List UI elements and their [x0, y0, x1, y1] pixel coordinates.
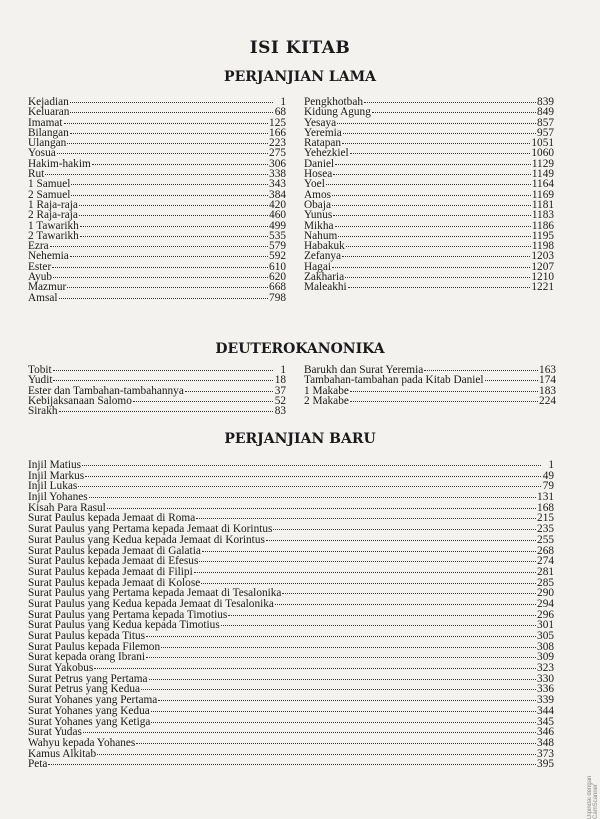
toc-entry	[28, 365, 286, 375]
entry-page-number: 592	[269, 250, 286, 263]
dot-leader	[146, 657, 536, 658]
dot-leader	[282, 593, 536, 594]
toc-entry	[28, 481, 554, 492]
dot-leader	[350, 401, 538, 402]
entry-title: 1 Samuel	[28, 178, 71, 191]
entry-page-number: 857	[537, 116, 554, 129]
entry-title: Surat Paulus yang Kedua kepada Jemaat di Tesalonika	[28, 597, 274, 610]
dot-leader	[199, 561, 536, 562]
entry-title: Mazmur	[28, 281, 67, 294]
entry-title: Injil Yohanes	[28, 491, 88, 504]
entry-page-number: 330	[537, 672, 554, 685]
entry-page-number: 348	[537, 736, 554, 749]
dot-leader	[332, 205, 531, 206]
toc-entry	[304, 241, 554, 251]
dot-leader	[59, 298, 269, 299]
entry-title: Bilangan	[28, 126, 69, 139]
entry-page-number: 1	[548, 459, 554, 471]
dot-leader	[83, 732, 536, 733]
entry-page-number: 339	[537, 694, 554, 707]
dot-leader	[70, 102, 273, 103]
entry-title: Keluaran	[28, 106, 70, 119]
entry-title: Surat Paulus kepada Jemaat di Kolose	[28, 576, 201, 589]
entry-title: Zakharia	[304, 271, 345, 284]
entry-title: Injil Lukas	[28, 480, 78, 493]
entry-page-number: 1203	[531, 250, 554, 263]
toc-entry	[28, 759, 554, 770]
dot-leader	[196, 518, 536, 519]
dot-leader	[67, 143, 268, 144]
dot-leader	[53, 370, 273, 371]
entry-title: Amos	[304, 188, 331, 201]
entry-title: Wahyu kepada Yohanes	[28, 736, 136, 749]
entry-page-number: 290	[537, 587, 554, 600]
entry-title: Yoel	[304, 178, 325, 191]
entry-title: Surat Yohanes yang Kedua	[28, 704, 150, 717]
entry-page-number: 1195	[531, 229, 554, 242]
entry-title: Ulangan	[28, 137, 67, 150]
dot-leader	[53, 277, 268, 278]
entry-page-number: 168	[537, 501, 554, 514]
toc-entry	[28, 706, 554, 717]
dot-leader	[333, 174, 531, 175]
toc-entry	[28, 567, 554, 578]
entry-title: Surat Paulus kepada Filemon	[28, 640, 161, 653]
dot-leader	[71, 195, 268, 196]
toc-entry	[304, 396, 556, 406]
entry-page-number: 275	[269, 147, 286, 160]
entry-page-number: 52	[274, 394, 286, 407]
dot-leader	[64, 123, 269, 124]
entry-page-number: 344	[537, 704, 554, 717]
entry-page-number: 345	[537, 715, 554, 728]
entry-title: Zefanya	[304, 250, 342, 263]
entry-title: Yehezkiel	[304, 147, 349, 160]
entry-page-number: 579	[269, 240, 286, 253]
entry-title: Kamus Alkitab	[28, 747, 97, 760]
entry-page-number: 215	[537, 512, 554, 525]
dc-right-list	[304, 365, 556, 406]
entry-title: Yunus	[304, 209, 333, 222]
dot-leader	[202, 551, 536, 552]
toc-entry	[304, 251, 554, 261]
entry-page-number: 1164	[531, 178, 554, 191]
toc-entry	[304, 169, 554, 179]
entry-page-number: 268	[537, 544, 554, 557]
entry-title: Injil Matius	[28, 459, 82, 471]
entry-page-number: 49	[542, 469, 554, 482]
toc-entry	[28, 138, 286, 148]
toc-entry	[28, 282, 286, 292]
entry-title: Mikha	[304, 219, 334, 232]
toc-entry	[304, 190, 554, 200]
dot-leader	[346, 246, 531, 247]
dot-leader	[53, 380, 273, 381]
dot-leader	[85, 476, 541, 477]
toc-entry	[304, 210, 554, 220]
entry-page-number: 338	[269, 168, 286, 181]
dot-leader	[326, 184, 531, 185]
entry-title: Surat Petrus yang Kedua	[28, 683, 141, 696]
dot-leader	[275, 604, 536, 605]
toc-entry	[28, 272, 286, 282]
entry-page-number: 309	[537, 651, 554, 664]
toc-entry	[28, 128, 286, 138]
entry-title: Surat kepada orang Ibrani	[28, 651, 146, 664]
dot-leader	[50, 246, 268, 247]
entry-page-number: 1186	[531, 219, 554, 232]
toc-entry	[28, 396, 286, 406]
entry-title: Tambahan-tambahan pada Kitab Daniel	[304, 374, 484, 387]
dot-leader	[342, 143, 530, 144]
page-title: ISI KITAB	[249, 38, 351, 58]
entry-page-number: 535	[269, 229, 286, 242]
toc-entry	[28, 406, 286, 416]
dot-leader	[80, 226, 268, 227]
dot-leader	[333, 215, 531, 216]
entry-title: Injil Markus	[28, 469, 85, 482]
entry-title: Nehemia	[28, 250, 69, 263]
dot-leader	[141, 689, 536, 690]
dot-leader	[79, 215, 268, 216]
toc-entry	[28, 535, 554, 546]
dot-leader	[338, 236, 531, 237]
toc-entry	[28, 471, 554, 482]
entry-page-number: 1	[280, 364, 286, 376]
entry-title: Surat Paulus yang Kedua kepada Timotius	[28, 619, 220, 632]
entry-page-number: 274	[537, 555, 554, 568]
dot-leader	[350, 153, 531, 154]
toc-entry	[304, 148, 554, 158]
entry-page-number: 1051	[531, 137, 554, 150]
nt-list	[28, 460, 554, 770]
toc-entry	[304, 128, 554, 138]
dot-leader	[335, 226, 531, 227]
dot-leader	[146, 636, 536, 637]
toc-entry	[28, 231, 286, 241]
entry-page-number: 346	[537, 726, 554, 739]
entry-title: Surat Paulus kepada Jemaat di Efesus	[28, 555, 199, 568]
dot-leader	[151, 722, 536, 723]
entry-title: Surat Paulus kepada Jemaat di Galatia	[28, 544, 201, 557]
dot-leader	[107, 508, 536, 509]
entry-title: 2 Raja-raja	[28, 209, 78, 222]
entry-page-number: 620	[269, 271, 286, 284]
entry-page-number: 1221	[531, 281, 554, 294]
dot-leader	[79, 205, 268, 206]
entry-page-number: 131	[537, 491, 554, 504]
entry-page-number: 610	[269, 260, 286, 273]
entry-title: Sirakh	[28, 405, 58, 418]
dot-leader	[82, 465, 541, 466]
dot-leader	[149, 679, 537, 680]
entry-page-number: 79	[542, 480, 554, 493]
dot-leader	[158, 700, 536, 701]
dot-leader	[151, 711, 536, 712]
entry-page-number: 798	[269, 291, 286, 304]
dot-leader	[89, 497, 536, 498]
entry-title: Surat Paulus yang Pertama kepada Jemaat di Korintus	[28, 523, 273, 536]
entry-page-number: 166	[269, 126, 286, 139]
entry-title: Hagai	[304, 260, 331, 273]
toc-entry	[304, 179, 554, 189]
heading-perjanjian-lama: PERJANJIAN LAMA	[224, 69, 376, 85]
entry-title: Nahum	[304, 229, 338, 242]
dot-leader	[364, 102, 536, 103]
entry-title: 2 Samuel	[28, 188, 71, 201]
entry-page-number: 18	[274, 374, 286, 387]
toc-entry	[28, 251, 286, 261]
entry-page-number: 343	[269, 178, 286, 191]
entry-title: Kejadian	[28, 96, 69, 108]
entry-title: Surat Paulus kepada Titus	[28, 630, 146, 642]
entry-page-number: 1169	[531, 188, 554, 201]
entry-page-number: 323	[537, 662, 554, 675]
toc-entry	[304, 159, 554, 169]
dot-leader	[97, 754, 536, 755]
dot-leader	[342, 256, 530, 257]
entry-title: 2 Makabe	[304, 394, 349, 407]
entry-page-number: 1149	[531, 168, 554, 181]
dot-leader	[228, 615, 536, 616]
entry-page-number: 373	[537, 747, 554, 760]
toc-entry	[28, 738, 554, 749]
entry-title: Habakuk	[304, 240, 345, 253]
toc-entry	[28, 652, 554, 663]
dot-leader	[221, 625, 536, 626]
dot-leader	[71, 184, 268, 185]
toc-entry	[28, 262, 286, 272]
toc-entry	[304, 221, 554, 231]
entry-page-number: 1207	[531, 260, 554, 273]
toc-entry	[304, 282, 554, 292]
dot-leader	[335, 164, 531, 165]
toc-entry	[28, 293, 286, 303]
entry-page-number: 255	[537, 533, 554, 546]
entry-title: Imamat	[28, 116, 63, 129]
entry-title: Hosea	[304, 168, 333, 181]
dot-leader	[424, 370, 538, 371]
dot-leader	[345, 277, 530, 278]
dot-leader	[332, 267, 530, 268]
entry-page-number: 336	[537, 683, 554, 696]
toc-entry	[28, 107, 286, 117]
entry-title: Yeremia	[304, 126, 342, 139]
entry-title: Rut	[28, 168, 45, 181]
entry-page-number: 235	[537, 523, 554, 536]
dot-leader	[94, 668, 536, 669]
toc-entry	[28, 460, 554, 471]
entry-title: Peta	[28, 758, 48, 771]
entry-page-number: 499	[269, 219, 286, 232]
entry-page-number: 224	[539, 394, 556, 407]
dot-leader	[57, 153, 268, 154]
entry-title: 1 Raja-raja	[28, 198, 78, 211]
dot-leader	[78, 486, 541, 487]
dot-leader	[348, 287, 531, 288]
entry-page-number: 183	[539, 384, 556, 397]
dot-leader	[133, 401, 273, 402]
dot-leader	[266, 540, 536, 541]
entry-title: Yudit	[28, 374, 53, 387]
entry-page-number: 174	[539, 374, 556, 387]
entry-page-number: 281	[537, 565, 554, 578]
entry-page-number: 668	[269, 281, 286, 294]
entry-page-number: 1210	[531, 271, 554, 284]
entry-page-number: 296	[537, 608, 554, 621]
heading-deuterokanonika: DEUTEROKANONIKA	[215, 341, 385, 357]
dot-leader	[185, 391, 273, 392]
dot-leader	[485, 380, 538, 381]
toc-entry	[28, 159, 286, 169]
ot-right-list	[304, 97, 554, 293]
entry-title: Ratapan	[304, 137, 342, 150]
dot-leader	[67, 287, 268, 288]
entry-title: 1 Tawarikh	[28, 219, 79, 232]
ot-left-list	[28, 97, 286, 303]
entry-title: Amsal	[28, 291, 58, 304]
entry-page-number: 1181	[531, 198, 554, 211]
entry-page-number: 839	[537, 96, 554, 108]
entry-title: Surat Yohanes yang Pertama	[28, 694, 158, 707]
entry-title: Surat Paulus kepada Jemaat di Roma	[28, 512, 196, 525]
dot-leader	[70, 133, 268, 134]
dot-leader	[59, 411, 274, 412]
toc-entry	[28, 717, 554, 728]
entry-title: Surat Paulus yang Pertama kepada Timotius	[28, 608, 228, 621]
entry-title: Tobit	[28, 364, 52, 376]
dot-leader	[337, 123, 536, 124]
entry-title: Obaja	[304, 198, 331, 211]
dot-leader	[332, 195, 531, 196]
entry-title: Yosua	[28, 147, 56, 160]
entry-title: Surat Yohanes yang Ketiga	[28, 715, 151, 728]
dot-leader	[70, 112, 273, 113]
entry-page-number: 305	[537, 630, 554, 642]
entry-title: Surat Paulus kepada Jemaat di Filipi	[28, 565, 193, 578]
dot-leader	[70, 256, 268, 257]
entry-title: Surat Yakobus	[28, 662, 94, 675]
entry-page-number: 294	[537, 597, 554, 610]
entry-title: Kidung Agung	[304, 106, 371, 119]
dot-leader	[343, 133, 536, 134]
entry-title: Ester	[28, 260, 52, 273]
entry-page-number: 1198	[531, 240, 554, 253]
toc-entry	[304, 200, 554, 210]
dot-leader	[201, 583, 536, 584]
toc-entry	[304, 107, 554, 117]
entry-page-number: 420	[269, 198, 286, 211]
entry-title: Surat Yudas	[28, 726, 82, 739]
entry-title: 1 Makabe	[304, 384, 349, 397]
dc-left-list	[28, 365, 286, 416]
entry-page-number: 308	[537, 640, 554, 653]
entry-title: Surat Petrus yang Pertama	[28, 672, 148, 685]
entry-title: Ester dan Tambahan-tambahannya	[28, 384, 184, 397]
dot-leader	[194, 572, 536, 573]
entry-page-number: 395	[537, 758, 554, 771]
dot-leader	[45, 174, 268, 175]
entry-page-number: 125	[269, 116, 286, 129]
entry-title: Pengkhotbah	[304, 96, 363, 108]
entry-title: Hakim-hakim	[28, 157, 91, 170]
entry-page-number: 1183	[531, 209, 554, 222]
entry-page-number: 384	[269, 188, 286, 201]
entry-page-number: 301	[537, 619, 554, 632]
scanner-watermark: Dipindai dengan CamScanner	[587, 775, 599, 819]
entry-page-number: 849	[537, 106, 554, 119]
dot-leader	[92, 164, 268, 165]
entry-page-number: 957	[537, 126, 554, 139]
entry-page-number: 83	[274, 405, 286, 418]
entry-title: Daniel	[304, 157, 335, 170]
dot-leader	[372, 112, 536, 113]
entry-page-number: 1	[280, 96, 286, 108]
entry-page-number: 460	[269, 209, 286, 222]
entry-page-number: 285	[537, 576, 554, 589]
dot-leader	[161, 647, 536, 648]
dot-leader	[80, 236, 268, 237]
entry-title: Ezra	[28, 240, 49, 253]
entry-title: Barukh dan Surat Yeremia	[304, 364, 424, 376]
entry-page-number: 1060	[531, 147, 554, 160]
entry-page-number: 163	[539, 364, 556, 376]
entry-title: Ayub	[28, 271, 53, 284]
entry-page-number: 37	[274, 384, 286, 397]
dot-leader	[273, 529, 536, 530]
toc-entry	[28, 492, 554, 503]
dot-leader	[48, 764, 536, 765]
entry-title: Kebijaksanaan Salomo	[28, 394, 132, 407]
heading-perjanjian-baru: PERJANJIAN BARU	[224, 431, 376, 447]
toc-entry	[28, 749, 554, 760]
dot-leader	[136, 743, 536, 744]
dot-leader	[350, 391, 538, 392]
entry-title: 2 Tawarikh	[28, 229, 79, 242]
entry-page-number: 306	[269, 157, 286, 170]
entry-page-number: 1129	[531, 157, 554, 170]
dot-leader	[52, 267, 268, 268]
entry-title: Surat Paulus yang Kedua kepada Jemaat di Korintus	[28, 533, 265, 546]
entry-title: Surat Paulus yang Pertama kepada Jemaat di Tesalonika	[28, 587, 282, 600]
entry-title: Kisah Para Rasul	[28, 501, 106, 514]
entry-page-number: 68	[274, 106, 286, 119]
entry-page-number: 223	[269, 137, 286, 150]
entry-title: Yesaya	[304, 116, 337, 129]
entry-title: Maleakhi	[304, 281, 347, 294]
